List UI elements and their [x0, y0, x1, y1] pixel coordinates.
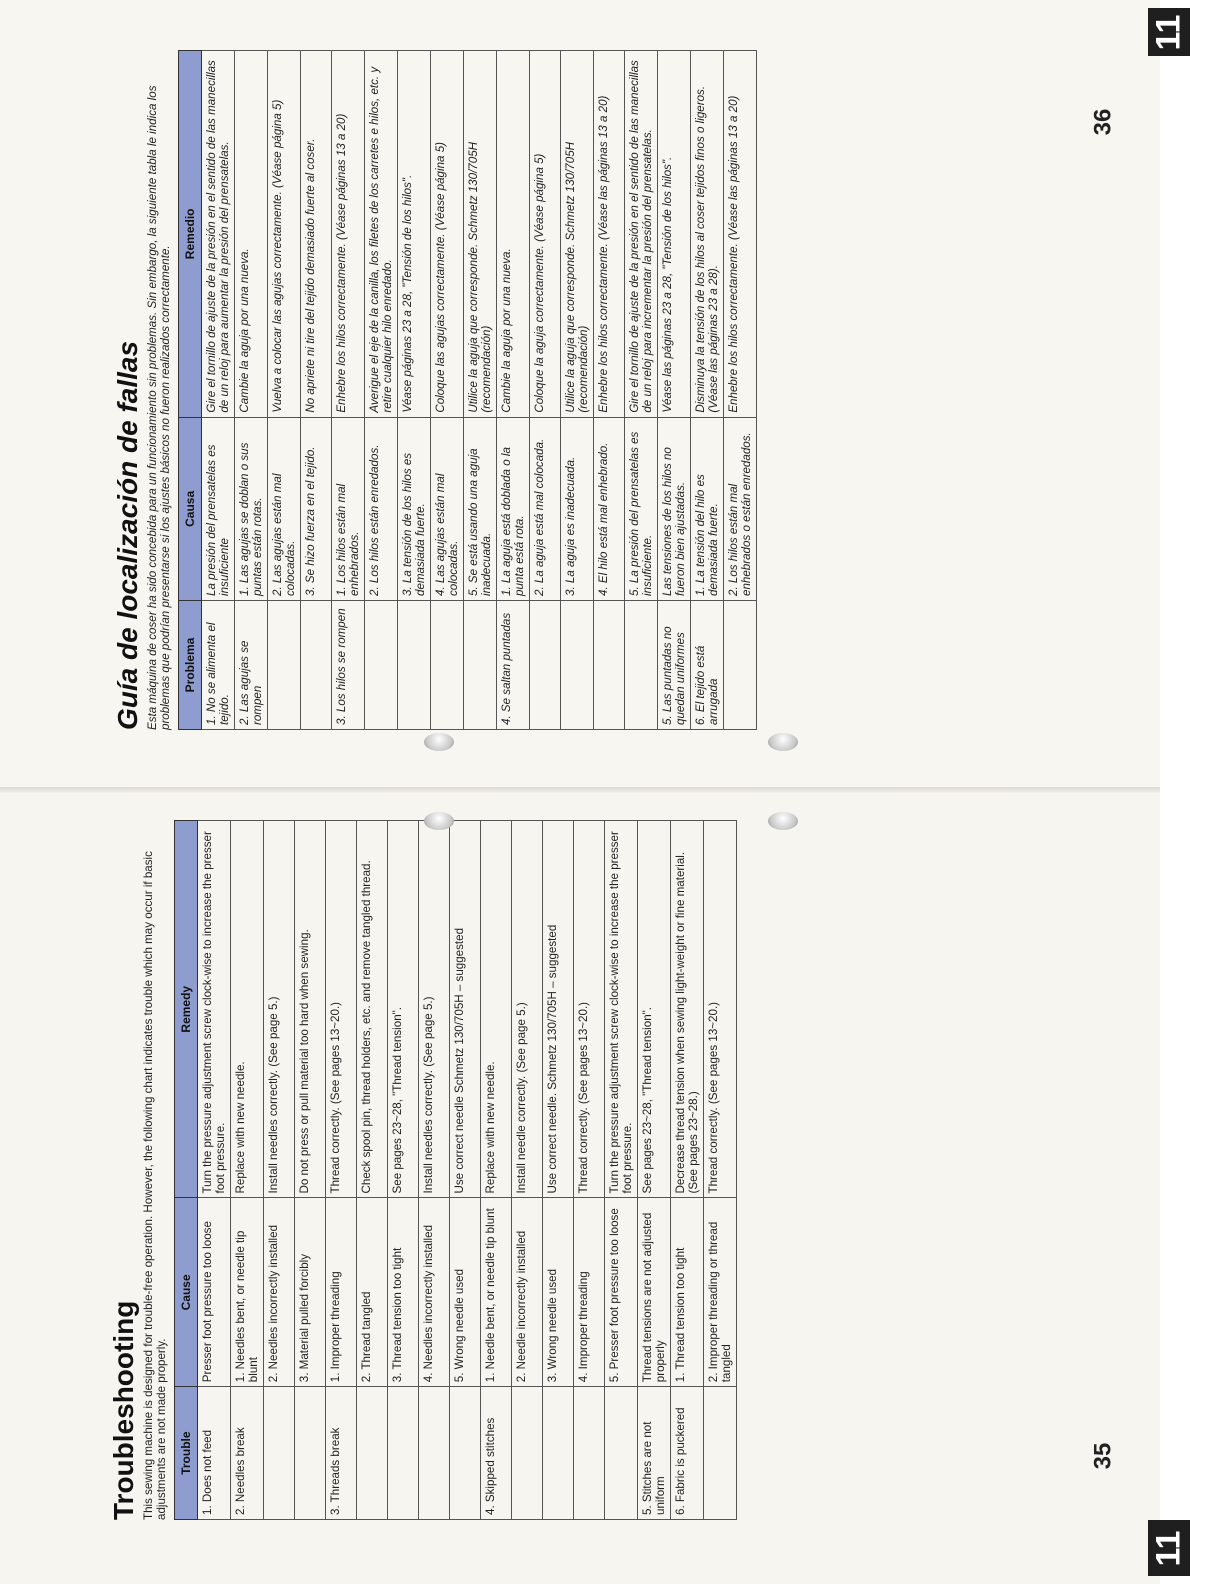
cell-remedy: Averigue el eje de la canilla, los filetes de los carretes e hilos, etc. y retire cualquier hilo enredado.	[365, 51, 398, 418]
table-row	[497, 51, 530, 730]
cell-remedy: Véase páginas 23 a 28, "Tensión de los hilos".	[398, 51, 431, 418]
header-remedio: Remedio	[179, 51, 202, 418]
cell-remedy: Thread correctly. (See pages 13~20.)	[704, 821, 737, 1198]
cell-cause: 1. Improper threading	[326, 1198, 357, 1387]
cell-remedy: Disminuya la tensión de los hilos al coser tejidos finos o ligeros. (Véase las páginas 23 a 28).	[691, 51, 724, 418]
cell-problem	[530, 601, 561, 730]
cell-remedy: Cambie la aguja por una nueva.	[235, 51, 268, 418]
table-row	[625, 51, 658, 730]
header-trouble: Trouble	[175, 1387, 198, 1520]
cell-cause: La presión del prensatelas es insuficiente	[202, 417, 235, 600]
cell-remedy: Enhebre los hilos correctamente. (Véase páginas 13 a 20)	[332, 51, 365, 418]
cell-cause: 1. La aguja está doblada o la punta está rota.	[497, 417, 530, 600]
page-number-36: 36	[1089, 108, 1117, 136]
cell-trouble: 3. Threads break	[326, 1387, 357, 1520]
cell-cause: 4. El hilo está mal enhebrado.	[594, 417, 625, 600]
english-table	[174, 820, 737, 1520]
section-tab-bottom	[1148, 1520, 1190, 1576]
cell-cause: Presser foot pressure too loose	[198, 1198, 231, 1387]
cell-trouble: 5. Stitches are not uniform	[638, 1387, 671, 1520]
table-row	[264, 821, 295, 1520]
cell-problem	[431, 601, 464, 730]
page-fold	[0, 787, 1224, 793]
table-row	[638, 821, 671, 1520]
cell-remedy: Replace with new needle.	[481, 821, 512, 1198]
spanish-page	[112, 50, 992, 730]
table-row	[301, 51, 332, 730]
cell-cause: 1. La tensión del hilo es demasiada fuerte.	[691, 417, 724, 600]
cell-remedy: Replace with new needle.	[231, 821, 264, 1198]
spanish-table	[178, 50, 757, 730]
table-row	[530, 51, 561, 730]
cell-remedy: No apriete ni tire del tejido demasiado fuerte al coser.	[301, 51, 332, 418]
cell-trouble	[450, 1387, 481, 1520]
cell-cause: 2. Needle incorrectly installed	[512, 1198, 543, 1387]
table-row	[231, 821, 264, 1520]
cell-problem: 3. Los hilos se rompen	[332, 601, 365, 730]
table-row	[357, 821, 388, 1520]
cell-problem	[268, 601, 301, 730]
table-row	[268, 51, 301, 730]
cell-remedy: Thread correctly. (See pages 13~20.)	[326, 821, 357, 1198]
cell-trouble	[388, 1387, 419, 1520]
cell-remedy: See pages 23~28, "Thread tension".	[638, 821, 671, 1198]
cell-remedy: Install needles correctly. (See page 5.)	[264, 821, 295, 1198]
header-remedy: Remedy	[175, 821, 198, 1198]
cell-cause: 1. Thread tension too tight	[671, 1198, 704, 1387]
cell-cause: 1. Las agujas se doblan o sus puntas están rotas.	[235, 417, 268, 600]
cell-problem: 5. Las puntadas no quedan uniformes	[658, 601, 691, 730]
table-row	[431, 51, 464, 730]
table-row	[295, 821, 326, 1520]
cell-cause: 2. Thread tangled	[357, 1198, 388, 1387]
cell-trouble	[295, 1387, 326, 1520]
cell-remedy: Gire el tornillo de ajuste de la presión en el sentido de las manecillas de un reloj para incrementar la presión del prensatelas.	[625, 51, 658, 418]
spanish-title: Guía de localización de fallas	[112, 340, 143, 730]
cell-remedy: Turn the pressure adjustment screw clock-wise to increase the presser foot pressure.	[605, 821, 638, 1198]
table-row	[561, 51, 594, 730]
table-row	[658, 51, 691, 730]
cell-problem	[301, 601, 332, 730]
binder-ring-icon	[768, 812, 798, 830]
cell-remedy: Coloque la aguja correctamente. (Véase página 5)	[530, 51, 561, 418]
cell-remedy: Do not press or pull material too hard when sewing.	[295, 821, 326, 1198]
table-row	[512, 821, 543, 1520]
header-problema: Problema	[179, 601, 202, 730]
table-row	[724, 51, 757, 730]
cell-trouble	[357, 1387, 388, 1520]
table-row	[388, 821, 419, 1520]
cell-remedy: Turn the pressure adjustment screw clock-wise to increase the presser foot pressure.	[198, 821, 231, 1198]
section-tab-number: 11	[1149, 14, 1188, 50]
cell-problem	[594, 601, 625, 730]
cell-problem	[398, 601, 431, 730]
table-row	[326, 821, 357, 1520]
cell-problem	[365, 601, 398, 730]
cell-remedy: Coloque las agujas correctamente. (Véase página 5)	[431, 51, 464, 418]
section-tab-top	[1148, 8, 1190, 56]
table-row	[691, 51, 724, 730]
cell-cause: 1. Needle bent, or needle tip blunt	[481, 1198, 512, 1387]
cell-problem: 4. Se saltan puntadas	[497, 601, 530, 730]
cell-cause: 3. Wrong needle used	[543, 1198, 574, 1387]
cell-cause: 5. Se está usando una aguja inadecuada.	[464, 417, 497, 600]
cell-remedy: Enhebre los hilos correctamente. (Véase las páginas 13 a 20)	[594, 51, 625, 418]
table-row	[450, 821, 481, 1520]
table-row	[332, 51, 365, 730]
table-row	[464, 51, 497, 730]
cell-problem	[724, 601, 757, 730]
table-row	[605, 821, 638, 1520]
table-row	[202, 51, 235, 730]
cell-trouble	[704, 1387, 737, 1520]
english-title: Troubleshooting	[108, 1300, 139, 1520]
table-row	[481, 821, 512, 1520]
cell-trouble: 6. Fabric is puckered	[671, 1387, 704, 1520]
cell-cause: 2. Improper threading or thread tangled	[704, 1198, 737, 1387]
cell-trouble: 1. Does not feed	[198, 1387, 231, 1520]
cell-cause: 1. Los hilos están mal enhebrados.	[332, 417, 365, 600]
cell-cause: 5. La presión del prensatelas es insuficiente.	[625, 417, 658, 600]
cell-trouble	[605, 1387, 638, 1520]
cell-cause: 5. Presser foot pressure too loose	[605, 1198, 638, 1387]
table-row	[704, 821, 737, 1520]
header-cause: Cause	[175, 1198, 198, 1387]
header-causa: Causa	[179, 417, 202, 600]
table-row	[543, 821, 574, 1520]
cell-trouble	[574, 1387, 605, 1520]
page-number-35: 35	[1089, 1442, 1117, 1470]
cell-trouble: 4. Skipped stitches	[481, 1387, 512, 1520]
cell-cause: Thread tensions are not adjusted properly	[638, 1198, 671, 1387]
table-row	[398, 51, 431, 730]
cell-problem: 2. Las agujas se rompen	[235, 601, 268, 730]
cell-remedy: Decrease thread tension when sewing light-weight or fine material. (See pages 23~28.)	[671, 821, 704, 1198]
cell-cause: Las tensiones de los hilos no fueron bien ajustadas.	[658, 417, 691, 600]
cell-problem: 6. El tejido está arrugada	[691, 601, 724, 730]
cell-cause: 4. Las agujas están mal colocadas.	[431, 417, 464, 600]
english-table-body	[198, 821, 737, 1520]
cell-trouble	[512, 1387, 543, 1520]
table-row	[594, 51, 625, 730]
cell-remedy: Cambie la aguja por una nueva.	[497, 51, 530, 418]
cell-cause: 2. Los hilos están mal enhebrados o están enredados.	[724, 417, 757, 600]
binder-ring-icon	[424, 733, 454, 751]
scan-edge	[1160, 0, 1224, 1584]
cell-remedy: See pages 23~28, "Thread tension".	[388, 821, 419, 1198]
table-row	[235, 51, 268, 730]
cell-problem	[561, 601, 594, 730]
cell-remedy: Install needle correctly. (See page 5.)	[512, 821, 543, 1198]
table-row	[419, 821, 450, 1520]
english-page	[108, 820, 968, 1520]
cell-cause: 1. Needles bent, or needle tip blunt	[231, 1198, 264, 1387]
cell-remedy: Enhebre los hilos correctamente. (Véase las páginas 13 a 20)	[724, 51, 757, 418]
cell-cause: 4. Improper threading	[574, 1198, 605, 1387]
spanish-intro: Esta máquina de coser ha sido concebida para un funcionamiento sin problemas. Sin embargo, la siguiente tabla le indica los problemas que podrían presentarse si los ajustes básicos no fueron realizados correctamente.	[146, 85, 172, 730]
cell-cause: 4. Needles incorrectly installed	[419, 1198, 450, 1387]
cell-trouble	[419, 1387, 450, 1520]
cell-cause: 2. Los hilos están enredados.	[365, 417, 398, 600]
table-row	[365, 51, 398, 730]
cell-cause: 3. Thread tension too tight	[388, 1198, 419, 1387]
cell-cause: 2. Needles incorrectly installed	[264, 1198, 295, 1387]
cell-cause: 3. La aguja es inadecuada.	[561, 417, 594, 600]
cell-remedy: Install needles correctly. (See page 5.)	[419, 821, 450, 1198]
cell-trouble: 2. Needles break	[231, 1387, 264, 1520]
cell-cause: 5. Wrong needle used	[450, 1198, 481, 1387]
binder-ring-icon	[768, 733, 798, 751]
table-row	[198, 821, 231, 1520]
cell-remedy: Utilice la aguja que corresponde. Schmetz 130/705H (recomendación)	[464, 51, 497, 418]
cell-cause: 3. La tensión de los hilos es demasiada fuerte.	[398, 417, 431, 600]
cell-trouble	[264, 1387, 295, 1520]
binder-ring-icon	[424, 812, 454, 830]
cell-problem	[464, 601, 497, 730]
cell-trouble	[543, 1387, 574, 1520]
spanish-table-body	[202, 51, 757, 730]
cell-remedy: Thread correctly. (See pages 13~20.)	[574, 821, 605, 1198]
cell-cause: 3. Se hizo fuerza en el tejido.	[301, 417, 332, 600]
cell-remedy: Utilice la aguja que corresponde. Schmetz 130/705H (recomendación)	[561, 51, 594, 418]
cell-cause: 2. Las agujas están mal colocadas.	[268, 417, 301, 600]
table-row	[671, 821, 704, 1520]
cell-remedy: Véase las páginas 23 a 28, "Tensión de los hilos".	[658, 51, 691, 418]
cell-remedy: Gire el tornillo de ajuste de la presión en el sentido de las manecillas de un reloj para aumentar la presión del prensatelas.	[202, 51, 235, 418]
english-intro: This sewing machine is designed for trouble-free operation. However, the following chart indicates trouble which may occur if basic adjustments are not made properly.	[142, 851, 168, 1520]
section-tab-number: 11	[1149, 1530, 1188, 1566]
table-row	[574, 821, 605, 1520]
cell-problem: 1. No se alimenta el tejido.	[202, 601, 235, 730]
cell-problem	[625, 601, 658, 730]
cell-remedy: Use correct needle. Schmetz 130/705H – suggested	[543, 821, 574, 1198]
cell-remedy: Check spool pin, thread holders, etc. and remove tangled thread.	[357, 821, 388, 1198]
cell-cause: 2. La aguja está mal colocada.	[530, 417, 561, 600]
cell-cause: 3. Material pulled forcibly	[295, 1198, 326, 1387]
cell-remedy: Vuelva a colocar las agujas correctamente. (Véase página 5)	[268, 51, 301, 418]
cell-remedy: Use correct needle Schmetz 130/705H – suggested	[450, 821, 481, 1198]
